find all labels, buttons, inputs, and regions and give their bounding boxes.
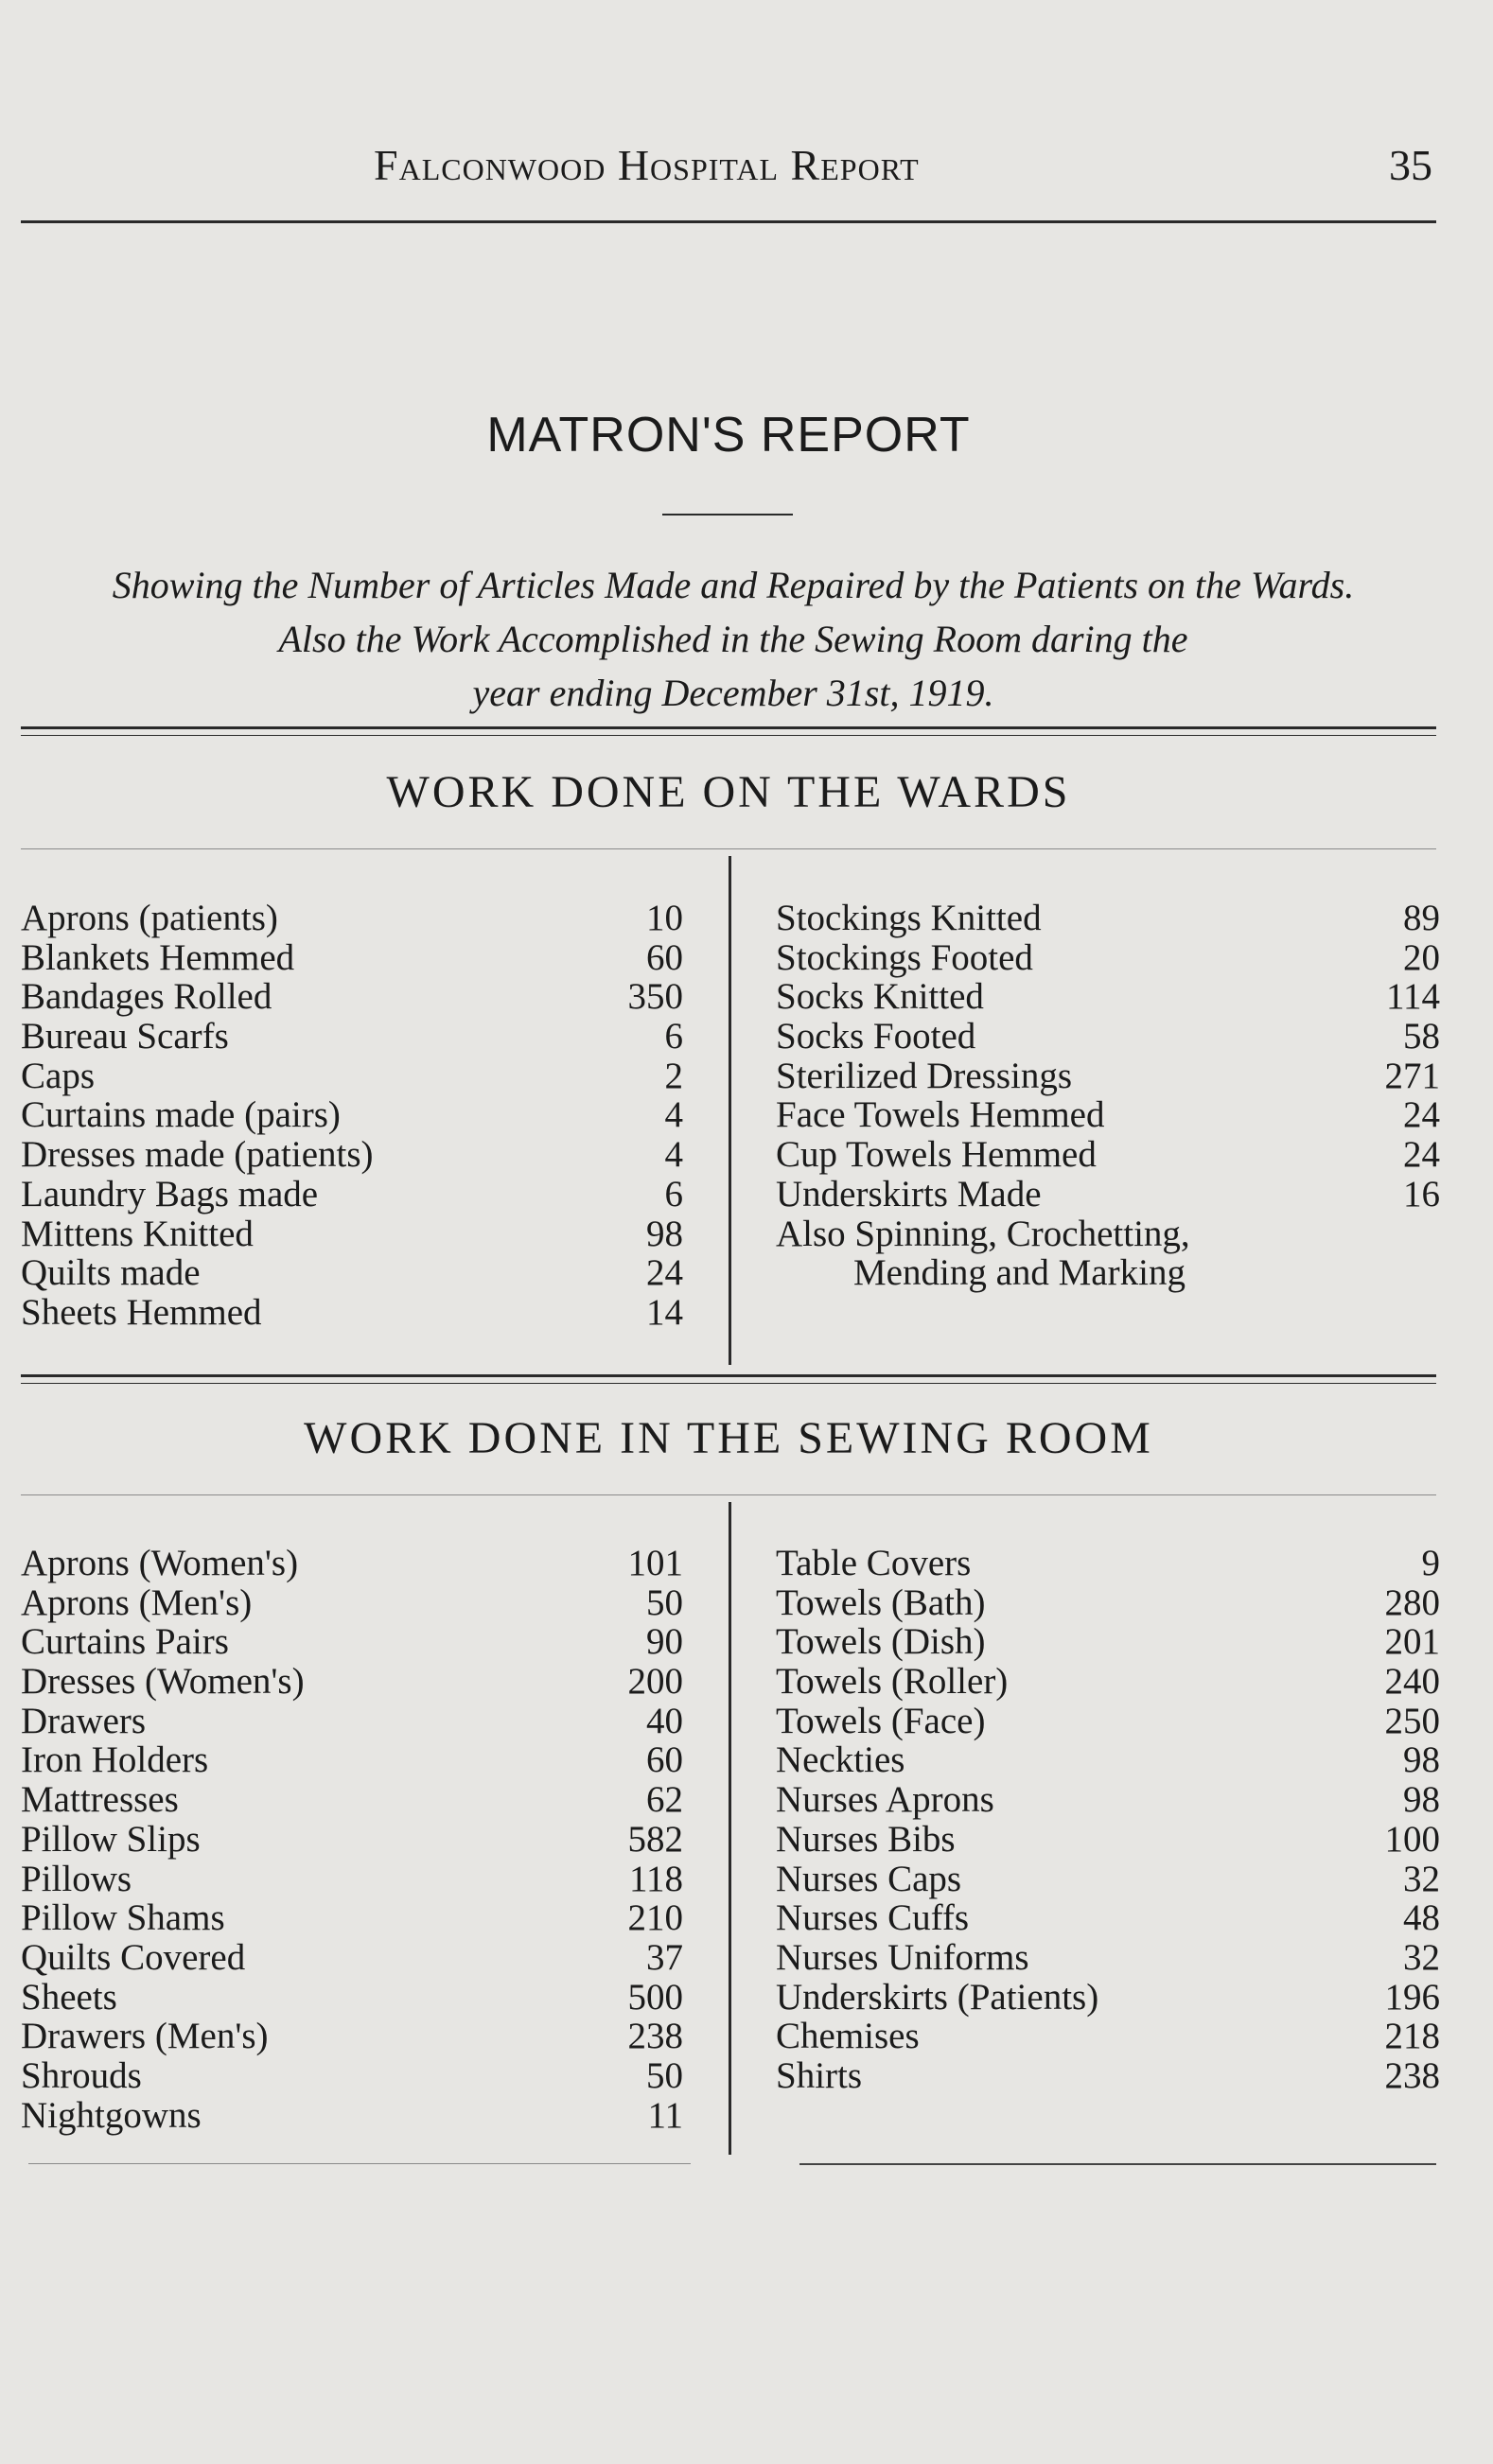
section-rule-middle bbox=[21, 1374, 1436, 1377]
section-rule-middle-thin bbox=[21, 1383, 1436, 1384]
sewing-left-row: Curtains Pairs 90 bbox=[21, 1621, 683, 1663]
subtitle-line-1: Showing the Number of Articles Made and Repaired by the Patients on the Wards. bbox=[112, 564, 1355, 606]
wards-column-divider bbox=[729, 856, 731, 1365]
sewing-left-row: Pillows 118 bbox=[21, 1858, 683, 1899]
sewing-right-row: Neckties 98 bbox=[776, 1739, 1440, 1781]
wards-right-row: Underskirts Made 16 bbox=[776, 1173, 1440, 1215]
wards-left-row: Dresses made (patients) 4 bbox=[21, 1134, 683, 1176]
subtitle-line-2: Also the Work Accomplished in the Sewing Room daring the bbox=[278, 618, 1188, 660]
wards-left-row: Sheets Hemmed 14 bbox=[21, 1291, 683, 1333]
wards-note-line: Mending and Marking bbox=[853, 1252, 1186, 1294]
subtitle-line-3: year ending December 31st, 1919. bbox=[472, 672, 994, 714]
running-header-title: Falconwood Hospital Report bbox=[374, 141, 920, 189]
wards-left-row: Mittens Knitted 98 bbox=[21, 1213, 683, 1254]
wards-section-heading: WORK DONE ON THE WARDS bbox=[386, 767, 1071, 817]
bottom-rule-right bbox=[799, 2163, 1436, 2165]
sewing-column-divider bbox=[729, 1502, 731, 2155]
page-title: MATRON'S REPORT bbox=[486, 408, 971, 463]
sewing-left-row: Aprons (Men's) 50 bbox=[21, 1582, 683, 1623]
wards-heading-rule bbox=[21, 848, 1436, 849]
wards-left-row: Bureau Scarfs 6 bbox=[21, 1016, 683, 1057]
page-number: 35 bbox=[1389, 141, 1432, 189]
sewing-right-row: Nurses Bibs 100 bbox=[776, 1818, 1440, 1860]
sewing-left-row: Dresses (Women's) 200 bbox=[21, 1661, 683, 1703]
sewing-left-row: Pillow Shams 210 bbox=[21, 1897, 683, 1939]
wards-right-row: Stockings Knitted 89 bbox=[776, 898, 1440, 938]
wards-right-row: Sterilized Dressings 271 bbox=[776, 1055, 1440, 1096]
wards-note-line: Also Spinning, Crochetting, bbox=[776, 1213, 1190, 1254]
sewing-right-row: Towels (Dish) 201 bbox=[776, 1621, 1440, 1663]
sewing-right-row: Nurses Aprons 98 bbox=[776, 1779, 1440, 1821]
header-rule bbox=[21, 220, 1436, 223]
sewing-right-row: Table Covers 9 bbox=[776, 1543, 1440, 1583]
wards-left-row: Curtains made (pairs) 4 bbox=[21, 1094, 683, 1136]
wards-right-row: Cup Towels Hemmed 24 bbox=[776, 1134, 1440, 1176]
wards-left-row: Caps 2 bbox=[21, 1055, 683, 1096]
sewing-left-row: Aprons (Women's) 101 bbox=[21, 1543, 683, 1583]
wards-left-row: Quilts made 24 bbox=[21, 1252, 683, 1294]
sewing-left-row: Mattresses 62 bbox=[21, 1779, 683, 1821]
wards-right-column bbox=[776, 899, 1440, 1293]
wards-right-row: Socks Footed 58 bbox=[776, 1016, 1440, 1057]
sewing-left-row: Nightgowns 11 bbox=[21, 2094, 683, 2136]
wards-left-column bbox=[21, 899, 683, 1333]
sewing-right-row: Towels (Face) 250 bbox=[776, 1700, 1440, 1741]
sewing-right-column bbox=[776, 1544, 1440, 2096]
sewing-left-row: Shrouds 50 bbox=[21, 2054, 683, 2096]
sewing-left-row: Drawers (Men's) 238 bbox=[21, 2016, 683, 2057]
sewing-left-row: Pillow Slips 582 bbox=[21, 1818, 683, 1860]
wards-left-row: Aprons (patients) 10 bbox=[21, 898, 683, 938]
sewing-right-row: Shirts 238 bbox=[776, 2054, 1440, 2096]
sewing-left-row: Drawers 40 bbox=[21, 1700, 683, 1741]
sewing-right-row: Underskirts (Patients) 196 bbox=[776, 1976, 1440, 2018]
wards-right-row: Stockings Footed 20 bbox=[776, 936, 1440, 978]
sewing-heading-rule bbox=[21, 1494, 1436, 1495]
section-rule-top bbox=[21, 726, 1436, 729]
section-rule-top-thin bbox=[21, 735, 1436, 736]
sewing-right-row: Nurses Caps 32 bbox=[776, 1858, 1440, 1899]
sewing-right-row: Towels (Roller) 240 bbox=[776, 1661, 1440, 1703]
sewing-right-row: Nurses Uniforms 32 bbox=[776, 1936, 1440, 1978]
sewing-left-row: Iron Holders 60 bbox=[21, 1739, 683, 1781]
sewing-left-row: Quilts Covered 37 bbox=[21, 1936, 683, 1978]
wards-left-row: Laundry Bags made 6 bbox=[21, 1173, 683, 1215]
wards-right-row: Face Towels Hemmed 24 bbox=[776, 1094, 1440, 1136]
report-subtitle bbox=[9, 558, 1457, 720]
sewing-right-row: Nurses Cuffs 48 bbox=[776, 1897, 1440, 1939]
sewing-right-row: Towels (Bath) 280 bbox=[776, 1582, 1440, 1623]
bottom-rule-left bbox=[28, 2163, 691, 2164]
sewing-right-row: Chemises 218 bbox=[776, 2016, 1440, 2057]
wards-left-row: Bandages Rolled 350 bbox=[21, 976, 683, 1018]
title-underline bbox=[662, 514, 793, 516]
sewing-left-row: Sheets 500 bbox=[21, 1976, 683, 2018]
sewing-left-column bbox=[21, 1544, 683, 2135]
wards-right-row: Socks Knitted 114 bbox=[776, 976, 1440, 1018]
wards-left-row: Blankets Hemmed 60 bbox=[21, 936, 683, 978]
sewing-section-heading: WORK DONE IN THE SEWING ROOM bbox=[304, 1413, 1153, 1463]
